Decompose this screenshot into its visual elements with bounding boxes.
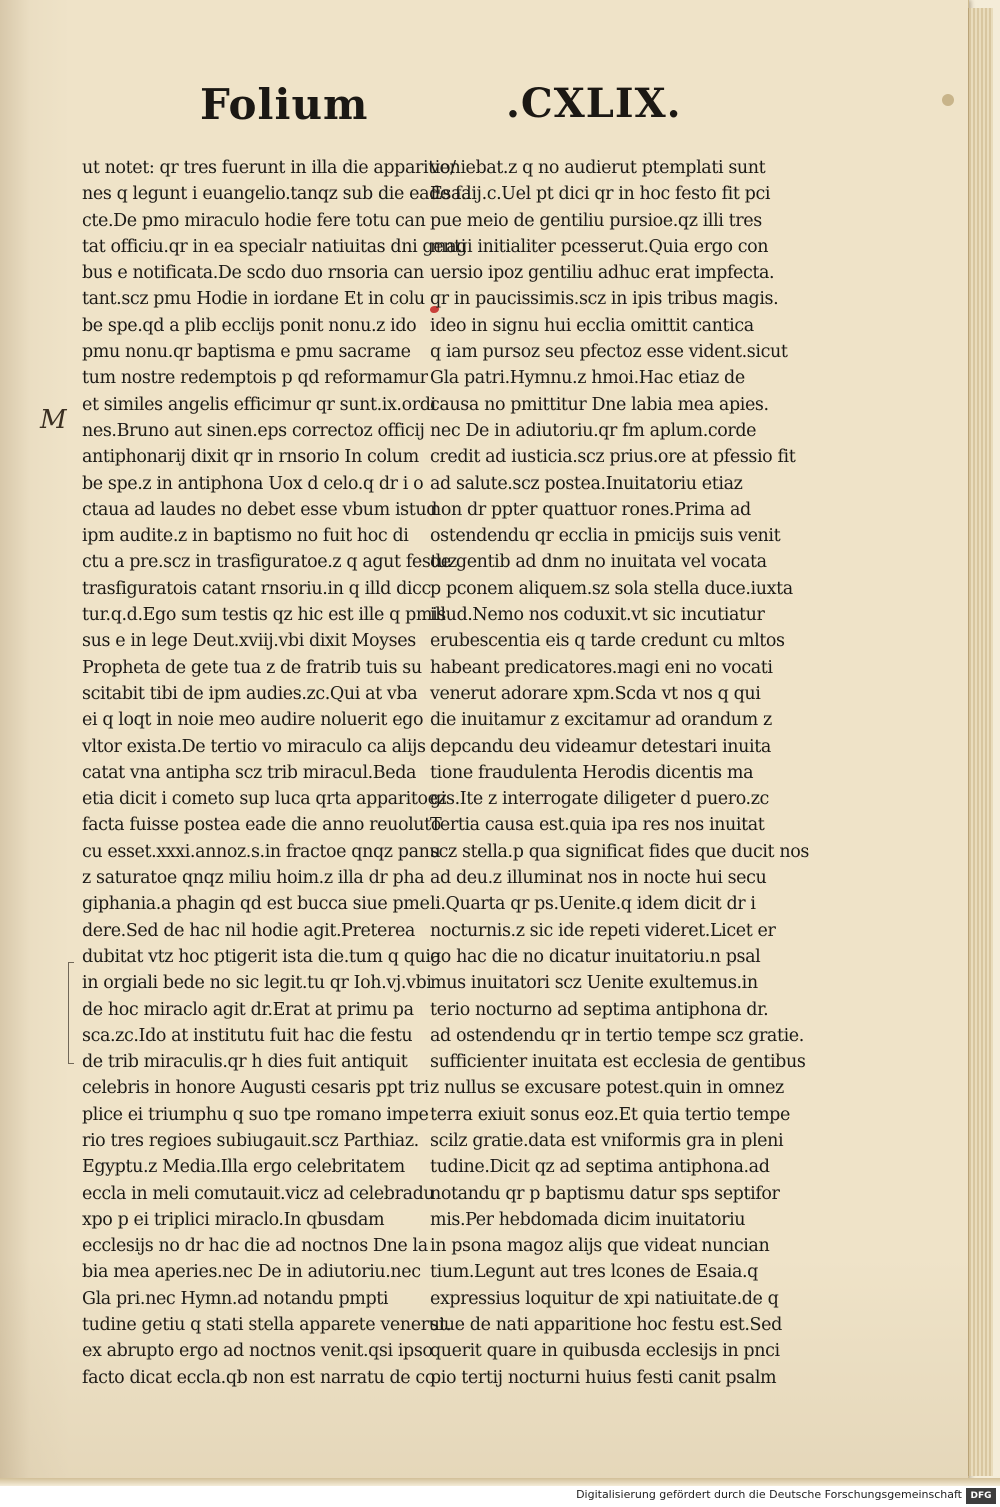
text-line: ecclesijs no dr hac die ad noctnos Dne la bbox=[82, 1236, 428, 1257]
text-line: vltor exista.De tertio vo miraculo ca alijs bbox=[82, 736, 426, 757]
text-line: mis.Per hebdomada dicim inuitatoriu bbox=[430, 1209, 746, 1230]
margin-note: M bbox=[40, 405, 67, 435]
text-line: sufficienter inuitata est ecclesia de gentibus bbox=[430, 1052, 806, 1073]
text-line: gis.Ite z interrogate diligeter d puero.zc bbox=[430, 789, 769, 810]
text-line: depcandu deu videamur detestari inuita bbox=[430, 736, 771, 757]
text-line: in psona magoz alijs que videat nuncian bbox=[430, 1236, 770, 1257]
text-line: bus e notificata.De scdo duo rnsoria can bbox=[82, 263, 424, 284]
text-line: ad deu.z illuminat nos in nocte hui secu bbox=[430, 868, 767, 889]
text-line: causa no pmittitur Dne labia mea apies. bbox=[430, 394, 769, 415]
text-line: dubitat vtz hoc ptigerit ista die.tum q quia bbox=[82, 946, 441, 967]
left-text-column bbox=[82, 155, 472, 1391]
dfg-logo: DFG bbox=[966, 1488, 996, 1504]
text-line: cu esset.xxxi.annoz.s.in fractoe qnqz panu bbox=[82, 841, 441, 862]
page-hole bbox=[942, 94, 954, 106]
text-line: qr in paucissimis.scz in ipis tribus magis. bbox=[430, 289, 779, 310]
text-line: scilz gratie.data est vniformis gra in pleni bbox=[430, 1130, 784, 1151]
text-line: Gla patri.Hymnu.z hmoi.Hac etiaz de bbox=[430, 368, 745, 389]
text-line: z nullus se excusare potest.quin in omnez bbox=[430, 1078, 784, 1099]
text-line: terio nocturno ad septima antiphona dr. bbox=[430, 999, 769, 1020]
text-line: li.Quarta qr ps.Uenite.q idem dicit dr i bbox=[430, 894, 756, 915]
text-line: terra exiuit sonus eoz.Et quia tertio tempe bbox=[430, 1104, 790, 1125]
text-line: ctu a pre.scz in trasfiguratoe.z q agut festuz bbox=[82, 552, 457, 573]
text-line: siue de nati apparitione hoc festu est.Sed bbox=[430, 1315, 782, 1336]
text-line: tium.Legunt aut tres lcones de Esaia.q bbox=[430, 1262, 758, 1283]
text-line: de gentib ad dnm no inuitata vel vocata bbox=[430, 552, 767, 573]
text-line: tant.scz pmu Hodie in iordane Et in colu bbox=[82, 289, 425, 310]
text-line: eccla in meli comutauit.vicz ad celebradu bbox=[82, 1183, 435, 1204]
text-line: ut notet: qr tres fuerunt in illa die apparitio/ bbox=[82, 158, 456, 178]
text-line: pmu nonu.qr baptisma e pmu sacrame bbox=[82, 342, 411, 363]
text-line: tur.q.d.Ego sum testis qz hic est ille q pmis bbox=[82, 605, 446, 626]
page-bottom-edge bbox=[0, 1478, 1000, 1486]
text-line: xpo p ei triplici miraclo.In qbusdam bbox=[82, 1209, 385, 1230]
text-line: nes.Bruno aut sinen.eps correctoz officij bbox=[82, 420, 425, 441]
folio-header-word: Folium bbox=[200, 80, 369, 129]
text-line: catat vna antipha scz trib miracul.Beda bbox=[82, 762, 417, 783]
text-line: ideo in signu hui ecclia omittit cantica bbox=[430, 315, 754, 336]
text-line: etia dicit i cometo sup luca qrta apparitoez bbox=[82, 789, 447, 810]
text-line: erubescentia eis q tarde credunt cu mltos bbox=[430, 631, 785, 652]
text-line: in orgiali bede no sic legit.tu qr Ioh.vj.vbi bbox=[82, 973, 432, 994]
text-line: z saturatoe qnqz miliu hoim.z illa dr pha bbox=[82, 868, 425, 889]
text-line: p pconem aliquem.sz sola stella duce.iuxta bbox=[430, 578, 793, 599]
text-line: magi initialiter pcesserut.Quia ergo con bbox=[430, 236, 769, 257]
text-line: facto dicat eccla.qb non est narratu de co bbox=[82, 1367, 435, 1388]
text-line: ostendendu qr ecclia in pmicijs suis venit bbox=[430, 526, 781, 547]
text-line: nocturnis.z sic ide repeti videret.Licet er bbox=[430, 920, 776, 941]
text-line: scitabit tibi de ipm audies.zc.Qui at vba bbox=[82, 683, 418, 704]
text-line: nes q legunt i euangelio.tanqz sub die eade fa bbox=[82, 184, 472, 205]
text-line: giphania.a phagin qd est bucca siue pme bbox=[82, 894, 430, 915]
text-line: Propheta de gete tua z de fratrib tuis su bbox=[82, 657, 422, 678]
text-line: tat officiu.qr in ea specialr natiuitas dni genti bbox=[82, 236, 466, 257]
text-line: de trib miraculis.qr h dies fuit antiquit bbox=[82, 1052, 408, 1073]
footer-credit: Digitalisierung gefördert durch die Deutsche Forschungsgemeinschaft bbox=[576, 1488, 962, 1501]
text-line: tudine.Dicit qz ad septima antiphona.ad bbox=[430, 1157, 770, 1178]
text-line: facta fuisse postea eade die anno reuoluto bbox=[82, 815, 441, 836]
text-line: et similes angelis efficimur qr sunt.ix.ordi bbox=[82, 394, 436, 415]
text-line: ipm audite.z in baptismo no fuit hoc di bbox=[82, 526, 409, 547]
text-line: ei q loqt in noie meo audire noluerit ego bbox=[82, 710, 424, 731]
footer-bar bbox=[0, 1486, 1000, 1507]
text-line: scz stella.p qua significat fides que ducit nos bbox=[430, 841, 809, 862]
text-line: q iam pursoz seu pfectoz esse vident.sicut bbox=[430, 342, 788, 363]
text-line: veniebat.z q no audierut ptemplati sunt bbox=[430, 158, 766, 178]
text-line: mus inuitatori scz Uenite exultemus.in bbox=[430, 973, 758, 994]
text-line: notandu qr p baptismu datur sps septifor bbox=[430, 1183, 780, 1204]
text-line: sus e in lege Deut.xviij.vbi dixit Moyses bbox=[82, 631, 416, 652]
text-line: sca.zc.Ido at institutu fuit hac die festu bbox=[82, 1025, 413, 1046]
text-line: habeant predicatores.magi eni no vocati bbox=[430, 657, 773, 678]
text-line: rio tres regioes subiugauit.scz Parthiaz. bbox=[82, 1130, 419, 1151]
text-line: be spe.qd a plib ecclijs ponit nonu.z ido bbox=[82, 315, 417, 336]
text-line: expressius loquitur de xpi natiuitate.de q bbox=[430, 1288, 779, 1309]
text-line: illud.Nemo nos coduxit.vt sic incutiatur bbox=[430, 605, 765, 626]
text-line: go hac die no dicatur inuitatoriu.n psal bbox=[430, 946, 761, 967]
text-line: nec De in adiutoriu.qr fm aplum.corde bbox=[430, 420, 757, 441]
right-text-column bbox=[430, 155, 809, 1391]
text-line: be spe.z in antiphona Uox d celo.q dr i o bbox=[82, 473, 424, 494]
text-line: ad salute.scz postea.Inuitatoriu etiaz bbox=[430, 473, 743, 494]
margin-bracket bbox=[68, 962, 74, 1064]
text-line: tum nostre redemptois p qd reformamur bbox=[82, 368, 428, 389]
text-line: non dr ppter quattuor rones.Prima ad bbox=[430, 499, 751, 520]
text-line: ctaua ad laudes no debet esse vbum istud bbox=[82, 499, 438, 520]
text-line: Gla pri.nec Hymn.ad notandu pmpti bbox=[82, 1288, 389, 1309]
text-line: de hoc miraclo agit dr.Erat at primu pa bbox=[82, 999, 414, 1020]
text-line: querit quare in quibusda ecclesijs in pnci bbox=[430, 1341, 780, 1362]
text-line: trasfiguratois catant rnsoriu.in q illd dicc bbox=[82, 578, 431, 599]
text-line: uersio ipoz gentiliu adhuc erat impfecta. bbox=[430, 263, 775, 284]
text-line: ad ostendendu qr in tertio tempe scz gratie. bbox=[430, 1025, 804, 1046]
text-line: pue meio de gentiliu pursioe.qz illi tres bbox=[430, 210, 762, 231]
folio-number: .CXLIX. bbox=[506, 80, 682, 127]
text-line: tudine getiu q stati stella apparete venerut. bbox=[82, 1315, 452, 1336]
page-edges bbox=[968, 8, 993, 1476]
text-line: credit ad iusticia.scz prius.ore at pfessio fit bbox=[430, 447, 796, 468]
text-line: antiphonarij dixit qr in rnsorio In colum bbox=[82, 447, 419, 468]
text-line: ex abrupto ergo ad noctnos venit.qsi ipso bbox=[82, 1341, 433, 1362]
text-line: bia mea aperies.nec De in adiutoriu.nec bbox=[82, 1262, 421, 1283]
text-line: pio tertij nocturni huius festi canit psalm bbox=[430, 1367, 777, 1388]
text-line: Tertia causa est.quia ipa res nos inuitat bbox=[430, 815, 765, 836]
text-line: cte.De pmo miraculo hodie fere totu can bbox=[82, 210, 426, 231]
text-line: die inuitamur z excitamur ad orandum z bbox=[430, 710, 772, 731]
text-line: dere.Sed de hac nil hodie agit.Preterea bbox=[82, 920, 415, 941]
text-line: venerut adorare xpm.Scda vt nos q qui bbox=[430, 683, 761, 704]
text-line: plice ei triumphu q suo tpe romano impe bbox=[82, 1104, 429, 1125]
text-line: tione fraudulenta Herodis dicentis ma bbox=[430, 762, 754, 783]
text-line: Esa.lij.c.Uel pt dici qr in hoc festo fit pci bbox=[430, 184, 771, 205]
text-line: celebris in honore Augusti cesaris ppt tri bbox=[82, 1078, 429, 1099]
text-line: Egyptu.z Media.Illa ergo celebritatem bbox=[82, 1157, 405, 1178]
